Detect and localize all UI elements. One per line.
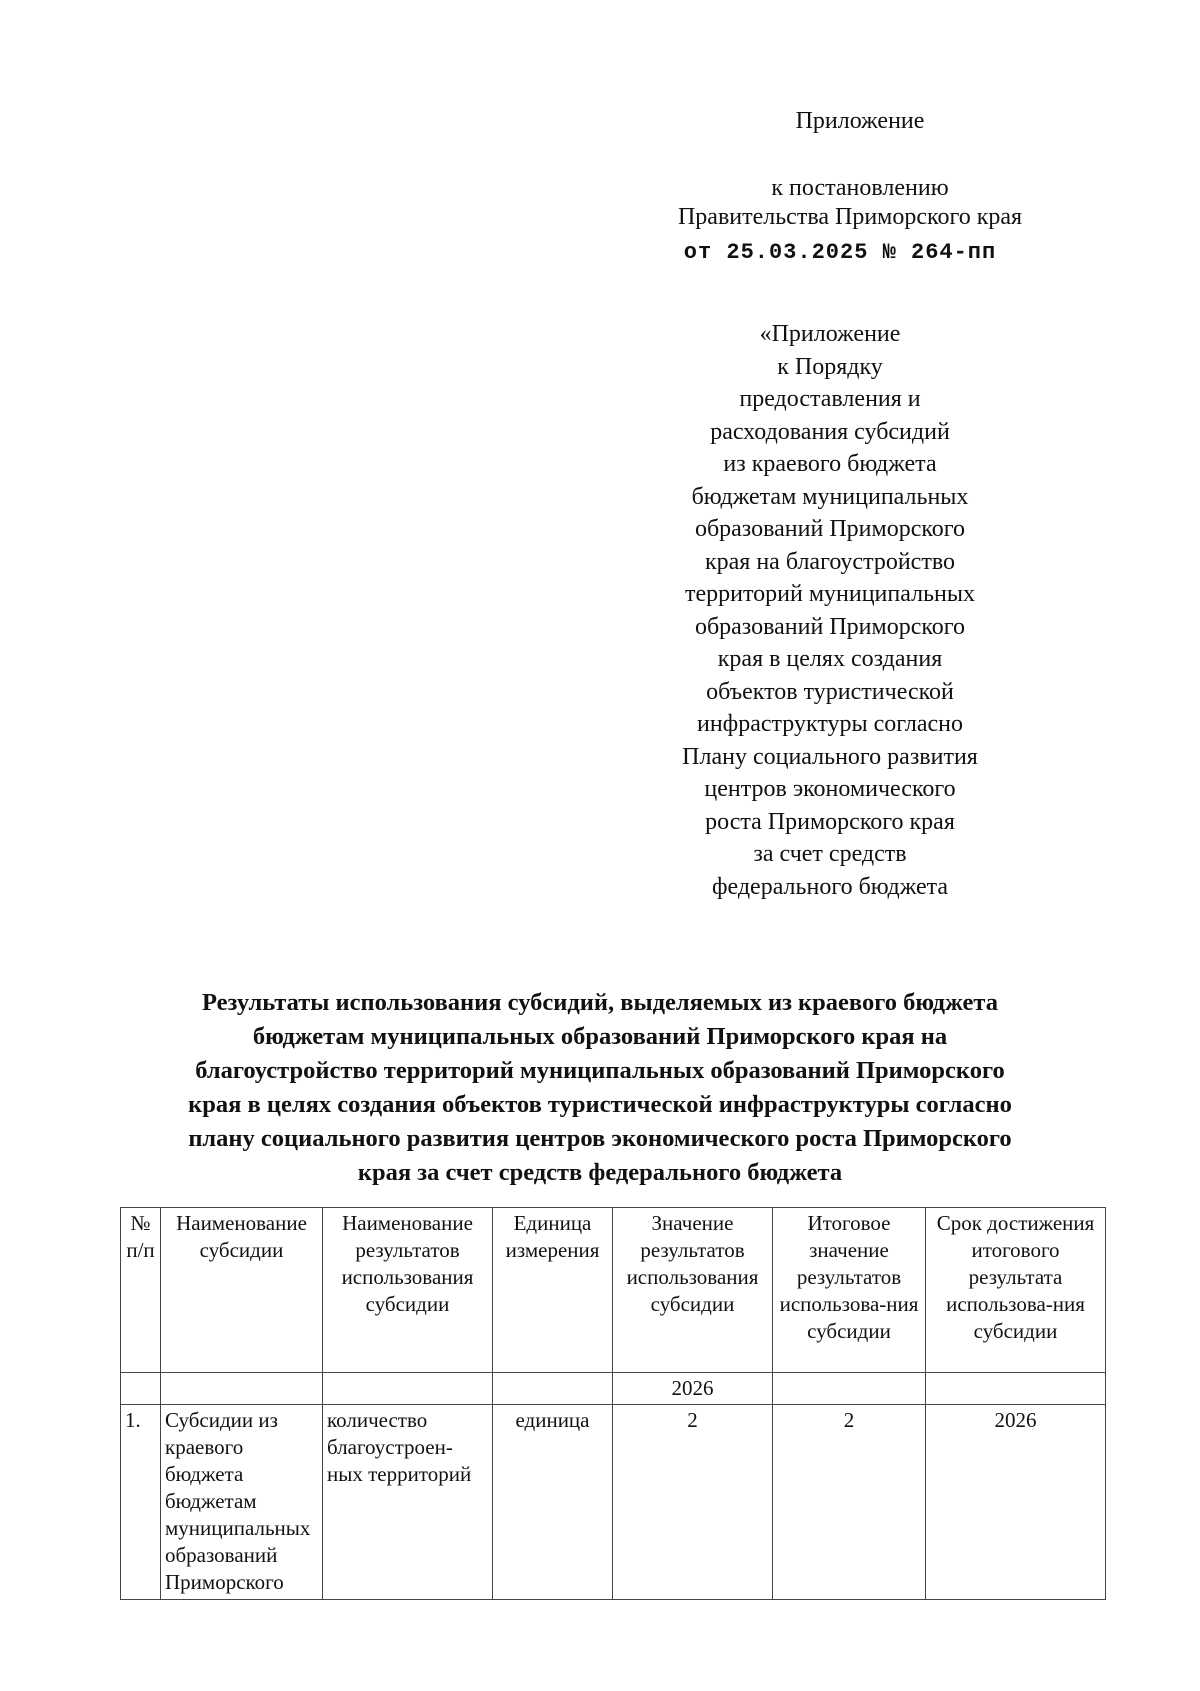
title-line: края за счет средств федерального бюджета xyxy=(357,1159,843,1186)
government-line: Правительства Приморского края xyxy=(677,204,1023,230)
annex-line: объектов туристической xyxy=(706,678,954,705)
row-unit: единица xyxy=(493,1405,613,1600)
empty-cell xyxy=(121,1373,161,1405)
annex-line: бюджетам муниципальных xyxy=(691,483,969,510)
annex-line: «Приложение xyxy=(759,321,901,347)
empty-cell xyxy=(161,1373,323,1405)
header-cell-value: Значение результатов использования субсидии xyxy=(613,1208,773,1373)
row-number: 1. xyxy=(121,1405,161,1600)
annex-line: образований Приморского xyxy=(694,516,966,542)
results-table xyxy=(120,1207,1106,1600)
title-line: благоустройство территорий муниципальных образований Приморского xyxy=(195,1057,1005,1084)
annex-line: из краевого бюджета xyxy=(723,451,937,477)
header-cell-deadline: Срок достижения итогового результата использова-ния субсидии xyxy=(926,1208,1106,1373)
annex-line: роста Приморского края xyxy=(705,808,955,835)
table-header-row xyxy=(121,1208,1106,1373)
annex-line: края на благоустройство xyxy=(704,548,955,575)
annex-line: края в целях создания xyxy=(717,646,943,672)
header-cell-final-value: Итоговое значение результатов использова-ния субсидии xyxy=(773,1208,926,1373)
title-line: бюджетам муниципальных образований Приморского края на xyxy=(252,1023,948,1050)
empty-cell xyxy=(926,1373,1106,1405)
annex-line: Плану социального развития xyxy=(682,743,978,770)
annex-line: территорий муниципальных xyxy=(684,581,975,607)
annex-line: предоставления и xyxy=(739,386,921,412)
date-number-stamp: от 25.03.2025 № 264-пп xyxy=(683,240,997,265)
row-value: 2 xyxy=(613,1405,773,1600)
title-line: плану социального развития центров экономического роста Приморского xyxy=(188,1125,1012,1152)
annex-line: образований Приморского xyxy=(694,613,966,640)
annex-reference-block xyxy=(640,318,1020,903)
title-line: края в целях создания объектов туристической инфраструктуры согласно xyxy=(188,1091,1012,1118)
row-deadline: 2026 xyxy=(926,1405,1106,1600)
empty-cell xyxy=(323,1373,493,1405)
row-subsidy: Субсидии из краевого бюджета бюджетам муниципальных образований Приморского xyxy=(161,1405,323,1600)
header-cell-subsidy: Наименование субсидии xyxy=(161,1208,323,1373)
empty-cell xyxy=(773,1373,926,1405)
header-cell-result: Наименование результатов использования субсидии xyxy=(323,1208,493,1373)
row-result: количество благоустроен-ных территорий xyxy=(323,1405,493,1600)
empty-cell xyxy=(493,1373,613,1405)
table-row xyxy=(121,1405,1106,1600)
document-title xyxy=(120,986,1080,1190)
annex-line: инфраструктуры согласно xyxy=(696,711,964,737)
annex-line: к Порядку xyxy=(777,353,883,380)
annex-line: расходования субсидий xyxy=(710,418,950,445)
year-subheader-row xyxy=(121,1373,1106,1405)
to-resolution-line: к постановлению xyxy=(771,175,949,201)
header-cell-number: № п/п xyxy=(121,1208,161,1373)
annex-line: за счет средств xyxy=(753,841,907,867)
year-subheader: 2026 xyxy=(613,1373,773,1405)
header-cell-unit: Единица измерения xyxy=(493,1208,613,1373)
annex-line: федерального бюджета xyxy=(711,873,949,900)
annex-line: центров экономического xyxy=(704,776,956,802)
row-final-value: 2 xyxy=(773,1405,926,1600)
title-line: Результаты использования субсидий, выделяемых из краевого бюджета xyxy=(202,989,998,1016)
appendix-title: Приложение xyxy=(795,108,925,134)
